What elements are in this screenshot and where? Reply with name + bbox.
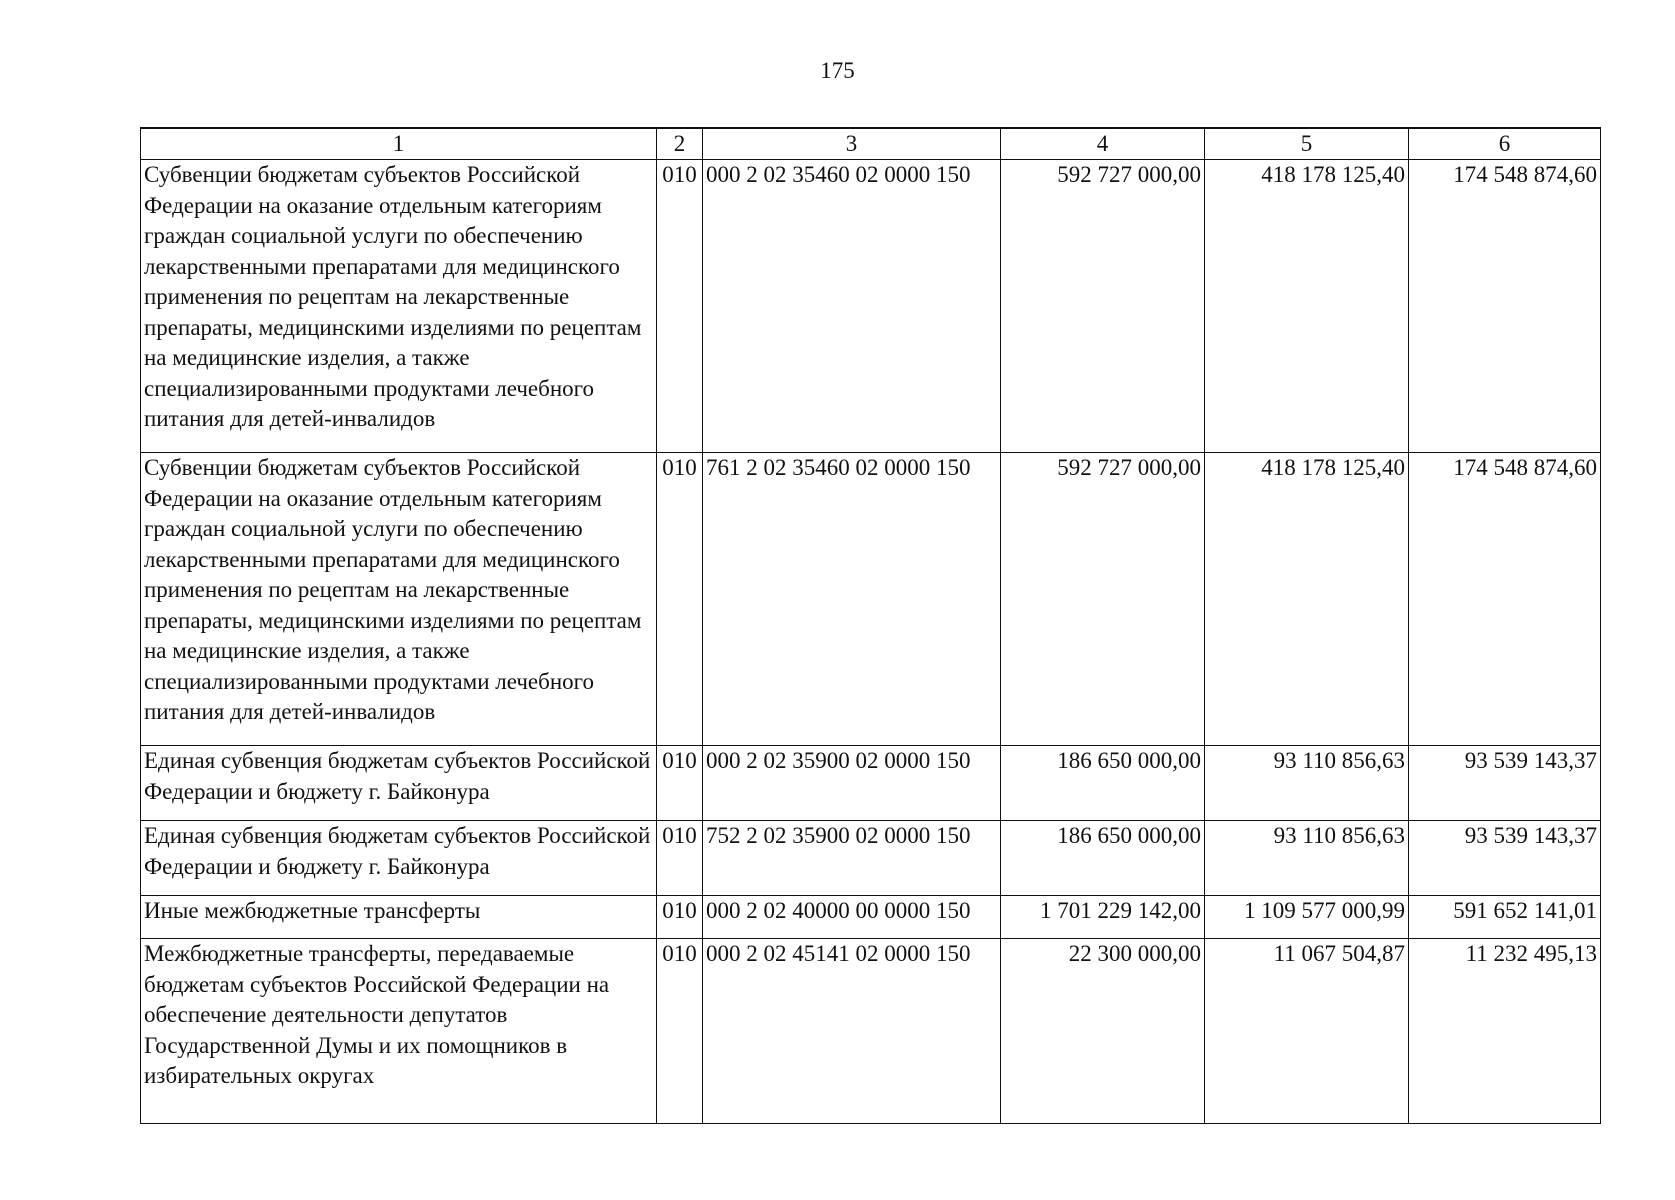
row-line-code: 010 (657, 160, 703, 453)
row-executed: 93 110 856,63 (1205, 746, 1409, 821)
row-executed: 1 109 577 000,99 (1205, 896, 1409, 939)
table-header-row (141, 128, 1601, 160)
table-row (141, 453, 1601, 746)
row-name: Субвенции бюджетам субъектов Российской Федерации на оказание отдельным категориям граждан социальной услуги по обеспечению лекарственными препаратами для медицинского применения по рецептам на лекарственные препараты, медицинскими изделиями по рецептам на медицинские изделия, а также специализированными продуктами лечебного питания для детей-инвалидов (141, 160, 657, 453)
row-executed: 11 067 504,87 (1205, 939, 1409, 1124)
row-budget-code: 000 2 02 40000 00 0000 150 (703, 896, 1001, 939)
table-row (141, 939, 1601, 1124)
row-approved: 22 300 000,00 (1001, 939, 1205, 1124)
row-remaining: 11 232 495,13 (1409, 939, 1601, 1124)
row-name: Единая субвенция бюджетам субъектов Российской Федерации и бюджету г. Байконура (141, 746, 657, 821)
row-line-code: 010 (657, 939, 703, 1124)
row-approved: 186 650 000,00 (1001, 821, 1205, 896)
row-line-code: 010 (657, 896, 703, 939)
table-row (141, 896, 1601, 939)
row-name: Субвенции бюджетам субъектов Российской Федерации на оказание отдельным категориям граждан социальной услуги по обеспечению лекарственными препаратами для медицинского применения по рецептам на лекарственные препараты, медицинскими изделиями по рецептам на медицинские изделия, а также специализированными продуктами лечебного питания для детей-инвалидов (141, 453, 657, 746)
row-approved: 592 727 000,00 (1001, 453, 1205, 746)
header-cell-2: 2 (657, 128, 703, 160)
page-number: 175 (820, 58, 855, 83)
row-executed: 418 178 125,40 (1205, 453, 1409, 746)
header-cell-1: 1 (141, 128, 657, 160)
row-line-code: 010 (657, 746, 703, 821)
row-remaining: 591 652 141,01 (1409, 896, 1601, 939)
row-budget-code: 761 2 02 35460 02 0000 150 (703, 453, 1001, 746)
row-remaining: 174 548 874,60 (1409, 453, 1601, 746)
row-approved: 592 727 000,00 (1001, 160, 1205, 453)
row-name: Межбюджетные трансферты, передаваемые бюджетам субъектов Российской Федерации на обеспечение деятельности депутатов Государственной Думы и их помощников в избирательных округах (141, 939, 657, 1124)
row-budget-code: 000 2 02 45141 02 0000 150 (703, 939, 1001, 1124)
header-cell-5: 5 (1205, 128, 1409, 160)
row-line-code: 010 (657, 453, 703, 746)
table-row (141, 160, 1601, 453)
table-row (141, 746, 1601, 821)
table-row (141, 821, 1601, 896)
row-approved: 186 650 000,00 (1001, 746, 1205, 821)
row-remaining: 174 548 874,60 (1409, 160, 1601, 453)
header-cell-4: 4 (1001, 128, 1205, 160)
budget-table (140, 127, 1601, 1124)
row-line-code: 010 (657, 821, 703, 896)
header-cell-3: 3 (703, 128, 1001, 160)
row-budget-code: 752 2 02 35900 02 0000 150 (703, 821, 1001, 896)
row-budget-code: 000 2 02 35900 02 0000 150 (703, 746, 1001, 821)
row-approved: 1 701 229 142,00 (1001, 896, 1205, 939)
row-name: Иные межбюджетные трансферты (141, 896, 657, 939)
row-remaining: 93 539 143,37 (1409, 746, 1601, 821)
header-cell-6: 6 (1409, 128, 1601, 160)
row-budget-code: 000 2 02 35460 02 0000 150 (703, 160, 1001, 453)
row-executed: 418 178 125,40 (1205, 160, 1409, 453)
row-executed: 93 110 856,63 (1205, 821, 1409, 896)
row-name: Единая субвенция бюджетам субъектов Российской Федерации и бюджету г. Байконура (141, 821, 657, 896)
row-remaining: 93 539 143,37 (1409, 821, 1601, 896)
